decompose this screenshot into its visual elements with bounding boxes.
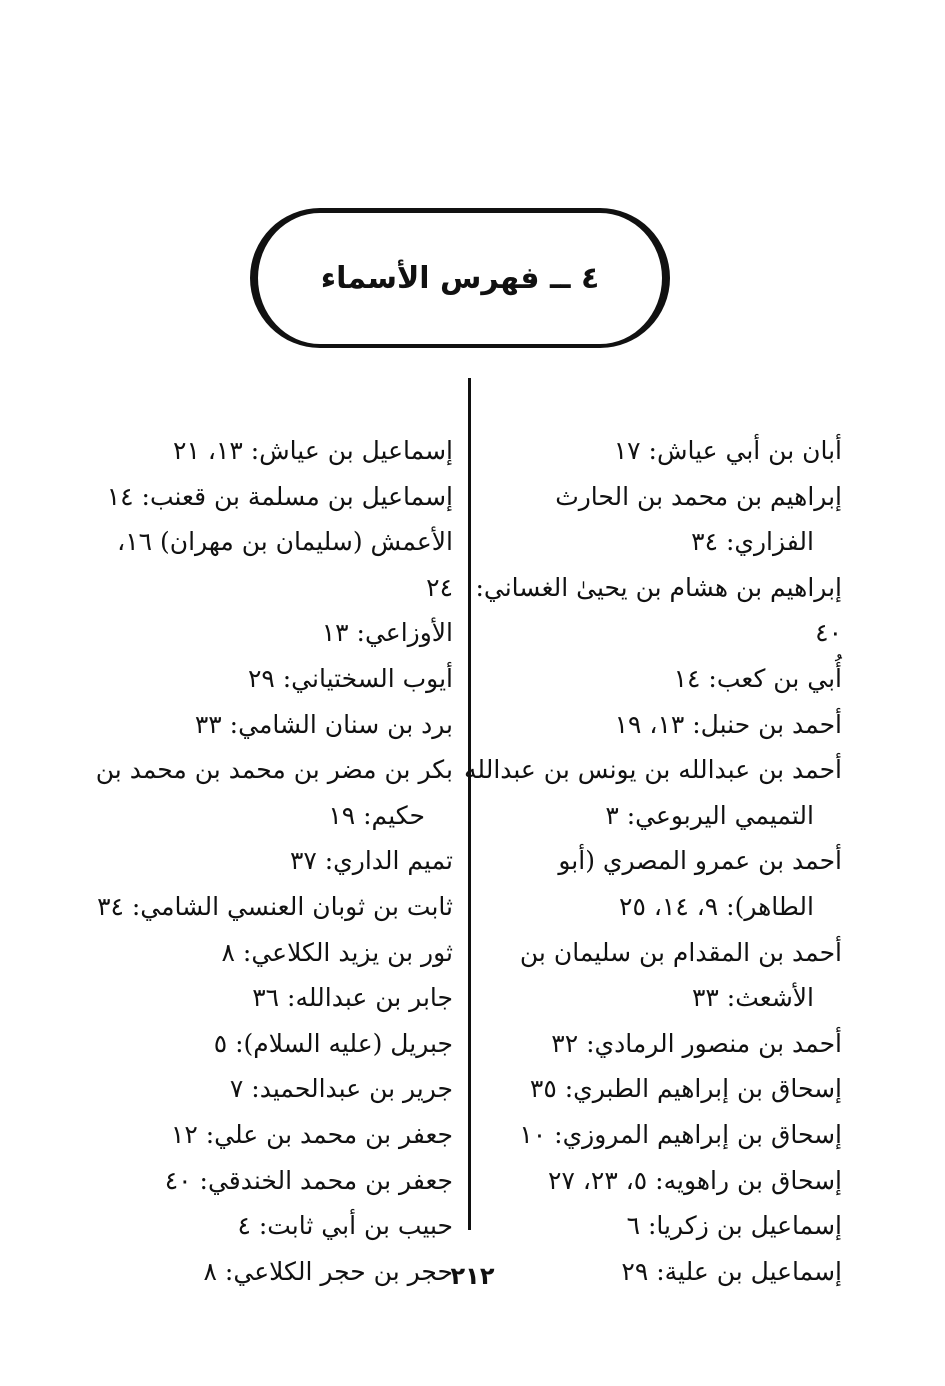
index-entry: حبيب بن أبي ثابت: ٤	[237, 1211, 453, 1241]
section-title: ٤ ــ فهرس الأسماء	[320, 261, 600, 296]
index-entry: الأعمش (سليمان بن مهران) ١٦،	[117, 527, 453, 557]
index-entry: إسماعيل بن زكريا: ٦	[626, 1211, 842, 1241]
index-entry-continuation: الأشعث: ٣٣	[692, 983, 814, 1013]
column-divider	[468, 378, 471, 1230]
index-entry: جرير بن عبدالحميد: ٧	[229, 1074, 453, 1104]
index-entry: أحمد بن منصور الرمادي: ٣٢	[551, 1028, 842, 1058]
index-entry: أحمد بن المقدام بن سليمان بن	[519, 937, 842, 967]
index-entry: أحمد بن عبدالله بن يونس بن عبدالله	[464, 755, 842, 785]
index-entry-continuation: حكيم: ١٩	[328, 800, 425, 830]
index-entry: إسماعيل بن عياش: ١٣، ٢١	[173, 436, 453, 465]
index-entry: إسحاق بن إبراهيم الطبري: ٣٥	[529, 1074, 842, 1104]
index-entry: إسحاق بن إبراهيم المروزي: ١٠	[519, 1119, 842, 1149]
section-title-frame	[250, 208, 670, 348]
index-entry-continuation: الطاهر): ٩، ١٤، ٢٥	[619, 891, 814, 921]
index-entry: إسماعيل بن مسلمة بن قعنب: ١٤	[106, 481, 453, 511]
index-entry: جابر بن عبدالله: ٣٦	[252, 983, 453, 1013]
index-entry-continuation: الفزاري: ٣٤	[691, 527, 814, 557]
index-entry: إسماعيل بن علية: ٢٩	[621, 1256, 842, 1286]
index-entry: أبان بن أبي عياش: ١٧	[613, 436, 842, 465]
index-entry: جبريل (عليه السلام): ٥	[213, 1028, 453, 1058]
index-entry: حجر بن حجر الكلاعي: ٨	[203, 1256, 453, 1286]
index-entry: تميم الداري: ٣٧	[289, 846, 453, 876]
index-entry: أيوب السختياني: ٢٩	[247, 663, 453, 693]
index-entry: إبراهيم بن محمد بن الحارث	[555, 481, 842, 511]
index-entry: أُبي بن كعب: ١٤	[673, 663, 842, 693]
index-entry: ثابت بن ثوبان العنسي الشامي: ٣٤	[97, 891, 453, 921]
index-entry: أحمد بن حنبل: ١٣، ١٩	[614, 709, 842, 739]
index-entry: بكر بن مضر بن محمد بن محمد بن	[95, 755, 453, 785]
page-number: ٢١٢	[450, 1262, 495, 1290]
index-entry-continuation: ٤٠	[815, 618, 842, 648]
index-entry-continuation: ٢٤	[426, 572, 453, 602]
index-entry: الأوزاعي: ١٣	[321, 618, 453, 648]
index-entry: أحمد بن عمرو المصري (أبو	[558, 846, 842, 876]
index-entry: جعفر بن محمد بن علي: ١٢	[170, 1119, 453, 1149]
index-entry: إبراهيم بن هشام بن يحيىٰ الغساني:	[475, 572, 842, 602]
index-entry: ثور بن يزيد الكلاعي: ٨	[221, 937, 453, 967]
index-entry: جعفر بن محمد الخندقي: ٤٠	[164, 1165, 453, 1195]
index-column-left	[93, 428, 453, 1294]
index-entry: إسحاق بن راهويه: ٥، ٢٣، ٢٧	[548, 1165, 842, 1195]
index-entry: برد بن سنان الشامي: ٣٣	[194, 709, 453, 739]
index-entry-continuation: التميمي اليربوعي: ٣	[605, 800, 814, 830]
